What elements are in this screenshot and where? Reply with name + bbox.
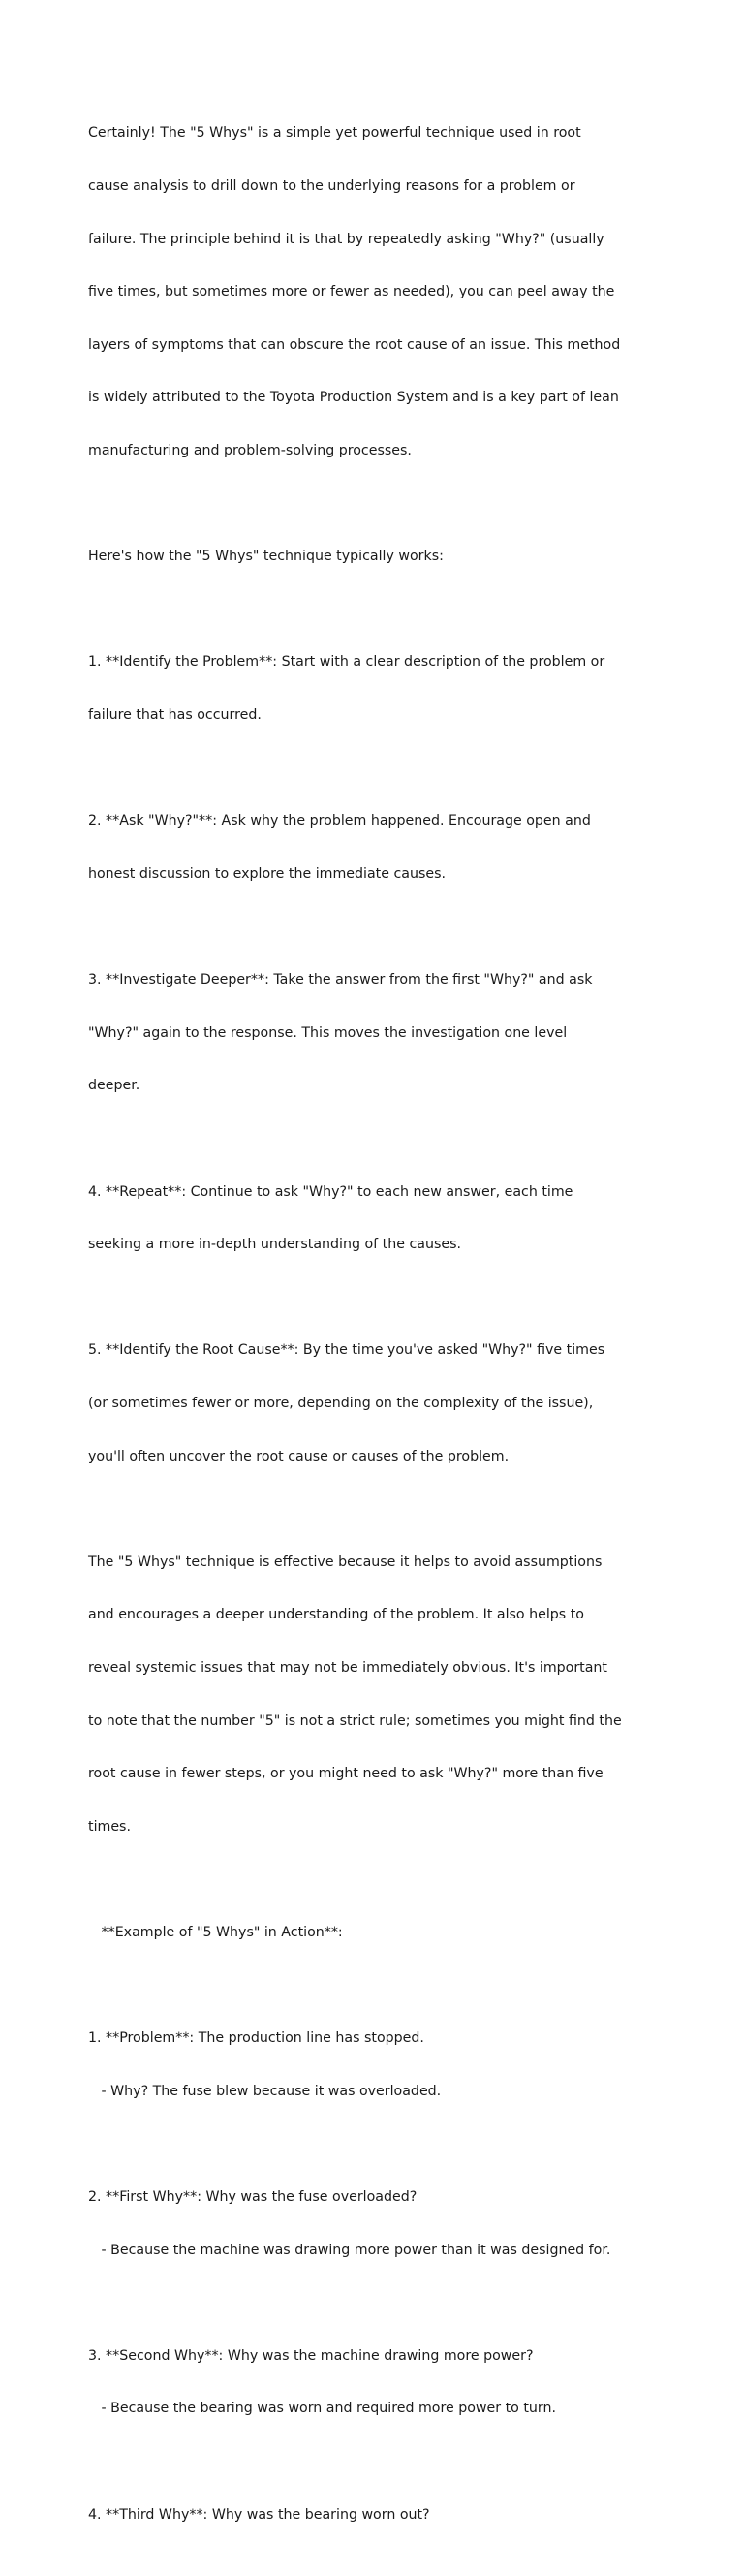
step-item [88, 1147, 669, 1289]
example-item [88, 2470, 669, 2559]
text-line: 1. **Identify the Problem**: Start with a clear description of the problem or [88, 654, 605, 671]
example-item [88, 2311, 669, 2453]
text-line: (or sometimes fewer or more, depending on the complexity of the issue), [88, 1395, 594, 1411]
text-line: 4. **Repeat**: Continue to ask "Why?" to each new answer, each time [88, 1183, 574, 1200]
text-line: manufacturing and problem-solving processes. [88, 443, 412, 459]
document-body [88, 89, 669, 2576]
text-line: 2. **First Why**: Why was the fuse overloaded? [88, 2189, 418, 2206]
text-line: **Example of "5 Whys" in Action**: [88, 1925, 343, 1940]
step-item [88, 618, 669, 760]
effectiveness-paragraph [88, 1518, 669, 1870]
text-line: failure. The principle behind it is that by repeatedly asking "Why?" (usually [88, 231, 604, 247]
text-line: and encourages a deeper understanding of the problem. It also helps to [88, 1607, 584, 1623]
text-line: Certainly! The "5 Whys" is a simple yet powerful technique used in root [88, 125, 581, 141]
step-item [88, 777, 669, 919]
intro-paragraph [88, 89, 669, 495]
text-line: - Why? The fuse blew because it was overloaded. [88, 2083, 442, 2099]
text-line: layers of symptoms that can obscure the root cause of an issue. This method [88, 336, 621, 353]
text-line: - Because the machine was drawing more power than it was designed for. [88, 2242, 611, 2258]
text-line: 3. **Investigate Deeper**: Take the answer from the first "Why?" and ask [88, 972, 593, 989]
example-heading [88, 1889, 669, 1977]
text-line: 1. **Problem**: The production line has stopped. [88, 2030, 424, 2047]
step-item [88, 1306, 669, 1500]
text-line: 4. **Third Why**: Why was the bearing worn out? [88, 2506, 430, 2523]
text-line: times. [88, 1818, 131, 1835]
text-line: root cause in fewer steps, or you might need to ask "Why?" more than five [88, 1766, 604, 1782]
text-line: "Why?" again to the response. This moves the investigation one level [88, 1024, 568, 1041]
text-line: seeking a more in-depth understanding of the causes. [88, 1237, 461, 1253]
text-line: - Because the bearing was worn and required more power to turn. [88, 2401, 556, 2417]
text-line: is widely attributed to the Toyota Production System and is a key part of lean [88, 390, 619, 406]
text-line: failure that has occurred. [88, 707, 262, 724]
text-line: you'll often uncover the root cause or causes of the problem. [88, 1448, 510, 1464]
step-item [88, 936, 669, 1130]
text-line: honest discussion to explore the immediate causes. [88, 865, 446, 882]
example-item [88, 1995, 669, 2136]
text-line: five times, but sometimes more or fewer as needed), you can peel away the [88, 284, 615, 300]
text-line: to note that the number "5" is not a strict rule; sometimes you might find the [88, 1712, 622, 1729]
text-line: The "5 Whys" technique is effective because it helps to avoid assumptions [88, 1554, 603, 1570]
text-line: 2. **Ask "Why?"**: Ask why the problem happened. Encourage open and [88, 813, 591, 830]
text-line: cause analysis to drill down to the underlying reasons for a problem or [88, 178, 575, 195]
text-line: deeper. [88, 1078, 140, 1094]
text-line: Here's how the "5 Whys" technique typically works: [88, 549, 444, 565]
text-line: reveal systemic issues that may not be immediately obvious. It's important [88, 1659, 607, 1676]
text-line: 3. **Second Why**: Why was the machine drawing more power? [88, 2347, 534, 2364]
how-heading [88, 513, 669, 601]
text-line: 5. **Identify the Root Cause**: By the time you've asked "Why?" five times [88, 1342, 605, 1359]
example-item [88, 2153, 669, 2295]
